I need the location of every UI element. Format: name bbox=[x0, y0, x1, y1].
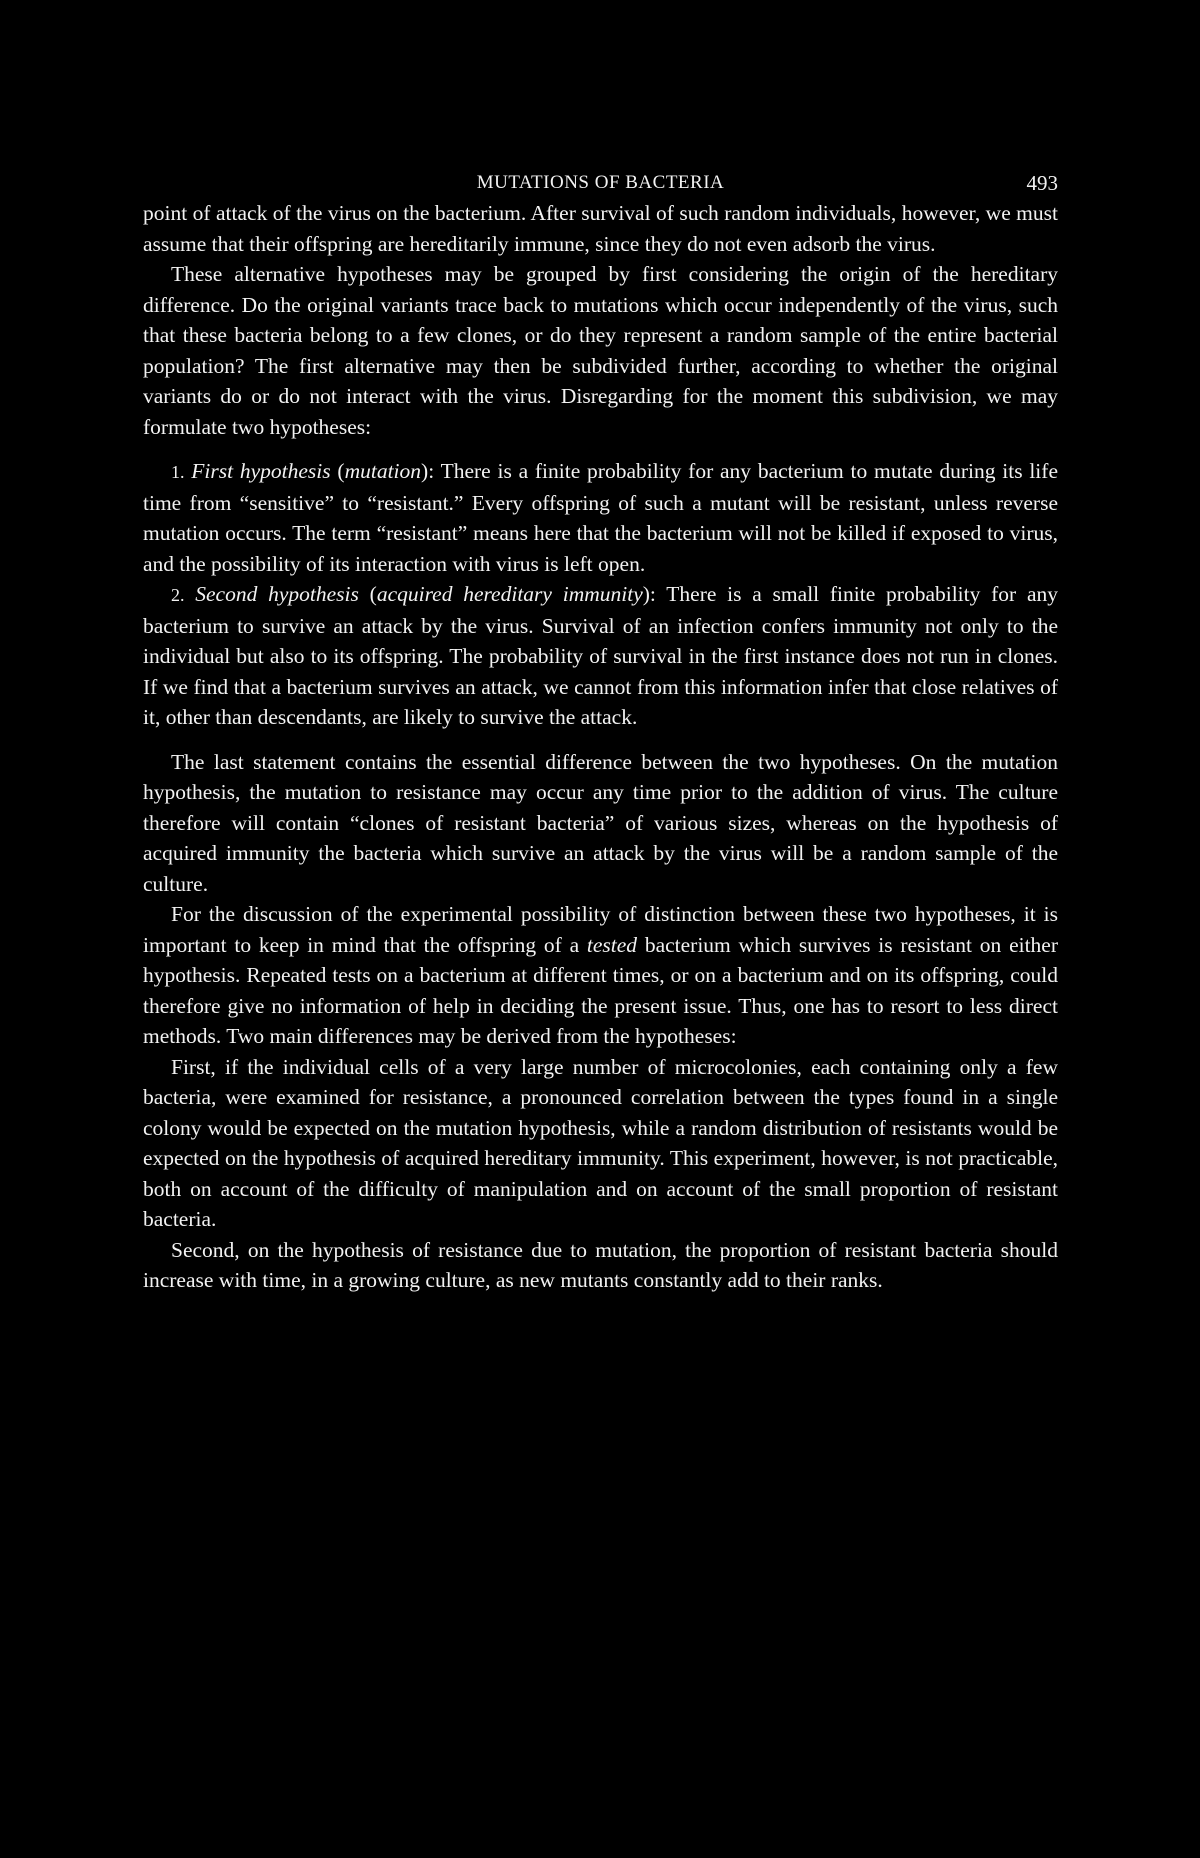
hypothesis-1: 1. First hypothesis (mutation): There is a finite probability for any bacterium to mutate during its life time from “sensitive” to “resistant.” Every offspring of such a mutant will be resistant, unless reverse mutation occurs. The term “resistant” means here that the bacterium will not be killed if exposed to virus, and the possibility of its interaction with virus is left open. bbox=[143, 459, 1058, 576]
hypothesis-2: 2. Second hypothesis (acquired hereditary immunity): There is a small finite probability for any bacterium to survive an attack by the virus. Survival of an infection confers immunity not only to the individual but also to its offspring. The probability of survival in the first instance does not run in clones. If we find that a bacterium survives an attack, we cannot from this information infer that close relatives of it, other than descendants, are likely to survive the attack. bbox=[143, 582, 1059, 729]
hypothesis-2-number: 2. bbox=[171, 585, 185, 605]
hypothesis-1-qualifier: mutation bbox=[344, 459, 422, 483]
running-title: MUTATIONS OF BACTERIA bbox=[476, 172, 725, 193]
hypothesis-1-text: : There is a finite probability for any bacterium to mutate during its life time from “sensitive” to “resistant.” Every offspring of such a mutant will be resistant, unless reverse mutation occurs. The term “resistant” means here that the bacterium will not be killed if exposed to virus, and the possibility of its interaction with virus is left open. bbox=[143, 459, 1058, 576]
hypothesis-2-text: : There is a small finite probability for any bacterium to survive an attack by the virus. Survival of an infection confers immunity not only to the individual but also to its offspring. The probability of survival in the first instance does not run in clones. If we find that a bacterium survives an attack, we cannot from this information infer that close relatives of it, other than descendants, are likely to survive the attack. bbox=[143, 582, 1059, 729]
paragraph-alternative-hypotheses: These alternative hypotheses may be grouped by first considering the origin of the hereditary difference. Do the original variants trace back to mutations which occur independently of the virus, such that these bacteria belong to a few clones, or do they represent a random sample of the entire bacterial population? The first alternative may then be subdivided further, according to whether the original variants do or do not interact with the virus. Disregarding for the moment this subdivision, we may formulate two hypotheses: bbox=[143, 262, 1058, 439]
book-page bbox=[143, 164, 1058, 1296]
paragraph-essential-difference: The last statement contains the essential difference between the two hypotheses. On the mutation hypothesis, the mutation to resistance may occur any time prior to the addition of virus. The culture therefore will contain “clones of resistant bacteria” of various sizes, whereas on the hypothesis of acquired immunity the bacteria which survive an attack by the virus will be a random sample of the culture. bbox=[143, 749, 1058, 896]
paragraph-second-difference: Second, on the hypothesis of resistance due to mutation, the proportion of resistant bacteria should increase with time, in a growing culture, as new mutants constantly add to their ranks. bbox=[143, 1237, 1058, 1292]
p4-italic-tested: tested bbox=[586, 932, 638, 957]
page-number: 493 bbox=[1026, 171, 1058, 195]
hypothesis-2-qualifier: acquired hereditary immunity bbox=[376, 582, 643, 606]
paragraph-experimental-distinction bbox=[143, 899, 1058, 1052]
paragraph-continuation: point of attack of the virus on the bacterium. After survival of such random individuals, however, we must assume that their offspring are hereditarily immune, since they do not even adsorb the virus. bbox=[143, 201, 1058, 256]
running-head bbox=[143, 164, 1058, 194]
p4-text-start: For the discussion of the experimental possibility of distinction between these two hypotheses, it is important to keep in mind that the offspring of a bbox=[143, 902, 1058, 957]
p4-text-end: bacterium which survives is resistant on either hypothesis. Repeated tests on a bacterium at different times, or on a bacterium and on its offspring, could therefore give no information of help in deciding the present issue. Thus, one has to resort to less direct methods. Two main differences may be derived from the hypotheses: bbox=[143, 932, 1059, 1048]
hypothesis-2-title: Second hypothesis bbox=[195, 582, 359, 606]
paragraph-first-difference: First, if the individual cells of a very large number of microcolonies, each containing only a few bacteria, were examined for resistance, a pronounced correlation between the types found in a single colony would be expected on the mutation hypothesis, while a random distribution of resistants would be expected on the hypothesis of acquired hereditary immunity. This experiment, however, is not practicable, both on account of the difficulty of manipulation and on account of the small proportion of resistant bacteria. bbox=[143, 1054, 1058, 1231]
hypothesis-1-title: First hypothesis bbox=[191, 459, 331, 483]
hypothesis-1-number: 1. bbox=[171, 462, 185, 482]
